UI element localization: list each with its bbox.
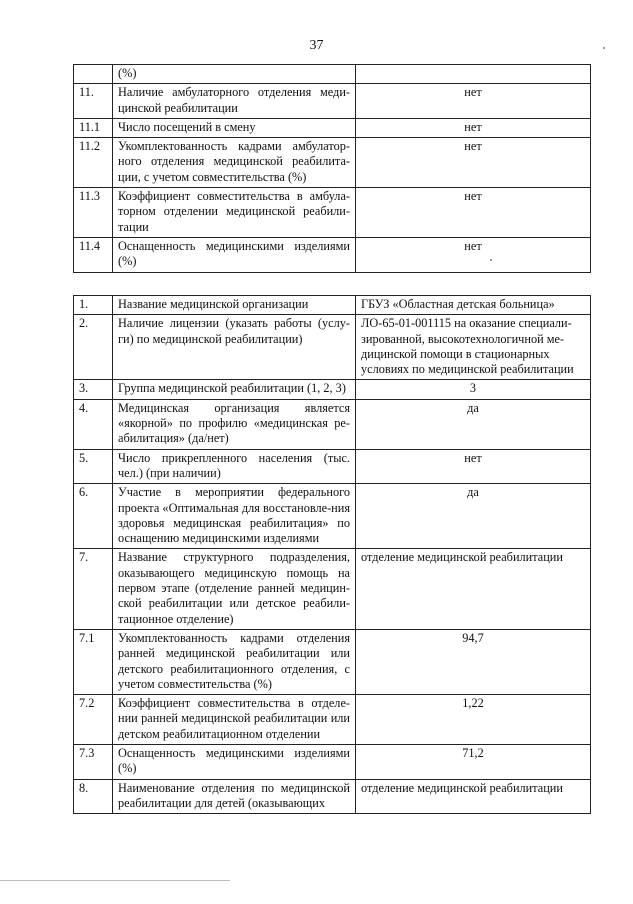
table-ambulatory-department bbox=[73, 64, 591, 273]
row-number: 1. bbox=[74, 296, 113, 315]
scan-edge-line bbox=[0, 880, 230, 881]
row-indicator: Наличие лицензии (указать работы (услу-ги) по медицинской реабилитации) bbox=[113, 315, 356, 380]
row-indicator: Название структурного подразделения, оказывающего медицинскую помощь на первом этапе (отделение ранней медицин-ской реабилитации или детское реабили-тационное отделение) bbox=[113, 549, 356, 629]
row-number: 4. bbox=[74, 399, 113, 449]
row-value: 94,7 bbox=[356, 629, 591, 694]
row-indicator: Число прикрепленного населения (тыс. чел.) (при наличии) bbox=[113, 449, 356, 484]
table-row bbox=[74, 65, 591, 84]
row-indicator: Укомплектованность кадрами амбулатор-ного отделения медицинской реабилита-ции, с учетом совместительства (%) bbox=[113, 138, 356, 188]
row-number: 8. bbox=[74, 779, 113, 814]
row-number: 7.1 bbox=[74, 629, 113, 694]
row-indicator: Участие в мероприятии федерального проекта «Оптимальная для восстановле-ния здоровья медицинская реабилитация» по оснащению медицинскими изделиями bbox=[113, 484, 356, 549]
row-value: нет bbox=[356, 188, 591, 238]
row-number: 6. bbox=[74, 484, 113, 549]
row-indicator: Коэффициент совместительства в амбула-торном отделении медицинской реабили-тации bbox=[113, 188, 356, 238]
row-number: 11.4 bbox=[74, 237, 113, 272]
row-value: ГБУЗ «Областная детская больница» bbox=[356, 296, 591, 315]
row-number: 7. bbox=[74, 549, 113, 629]
row-number: 11.3 bbox=[74, 188, 113, 238]
table-row bbox=[74, 380, 591, 399]
page-number: 37 bbox=[309, 38, 324, 53]
row-value: нет bbox=[356, 118, 591, 137]
row-number bbox=[74, 65, 113, 84]
row-value: отделение медицинской реабилитации bbox=[356, 779, 591, 814]
table-row bbox=[74, 745, 591, 780]
row-value: да bbox=[356, 399, 591, 449]
row-indicator: Наименование отделения по медицинской реабилитации для детей (оказывающих bbox=[113, 779, 356, 814]
table-row bbox=[74, 549, 591, 629]
scan-speck bbox=[490, 259, 492, 261]
row-value: нет bbox=[356, 84, 591, 119]
table-row bbox=[74, 118, 591, 137]
table-row bbox=[74, 237, 591, 272]
row-indicator: Число посещений в смену bbox=[113, 118, 356, 137]
table-row bbox=[74, 188, 591, 238]
row-indicator: Оснащенность медицинскими изделиями (%) bbox=[113, 745, 356, 780]
row-indicator: (%) bbox=[113, 65, 356, 84]
row-number: 3. bbox=[74, 380, 113, 399]
row-value: 3 bbox=[356, 380, 591, 399]
table-row bbox=[74, 484, 591, 549]
row-indicator: Медицинская организация является «якорной» по профилю «медицинская ре-абилитация» (да/нет) bbox=[113, 399, 356, 449]
table-row bbox=[74, 695, 591, 745]
row-value: отделение медицинской реабилитации bbox=[356, 549, 591, 629]
row-indicator: Укомплектованность кадрами отделения ранней медицинской реабилитации или детского реабилитационного отделения, с учетом совместительства (%) bbox=[113, 629, 356, 694]
row-value: нет bbox=[356, 237, 591, 272]
table-medical-organization bbox=[73, 295, 591, 814]
table-row bbox=[74, 449, 591, 484]
table-row bbox=[74, 399, 591, 449]
table-row bbox=[74, 84, 591, 119]
row-value: нет bbox=[356, 449, 591, 484]
table-row bbox=[74, 629, 591, 694]
row-number: 7.3 bbox=[74, 745, 113, 780]
row-indicator: Группа медицинской реабилитации (1, 2, 3) bbox=[113, 380, 356, 399]
row-number: 11. bbox=[74, 84, 113, 119]
row-number: 7.2 bbox=[74, 695, 113, 745]
row-value: да bbox=[356, 484, 591, 549]
row-value: нет bbox=[356, 138, 591, 188]
scan-speck bbox=[603, 47, 605, 49]
table-row bbox=[74, 138, 591, 188]
row-number: 11.2 bbox=[74, 138, 113, 188]
row-value: ЛО-65-01-001115 на оказание специали-зированной, высокотехнологичной ме-дицинской помощи в стационарных условиях по медицинской реабилитации bbox=[356, 315, 591, 380]
row-indicator: Коэффициент совместительства в отделе-нии ранней медицинской реабилитации или детском реабилитационном отделении bbox=[113, 695, 356, 745]
row-number: 5. bbox=[74, 449, 113, 484]
row-value: 71,2 bbox=[356, 745, 591, 780]
row-value bbox=[356, 65, 591, 84]
table-row bbox=[74, 315, 591, 380]
row-number: 2. bbox=[74, 315, 113, 380]
row-indicator: Название медицинской организации bbox=[113, 296, 356, 315]
row-indicator: Оснащенность медицинскими изделиями (%) bbox=[113, 237, 356, 272]
table-row bbox=[74, 779, 591, 814]
row-number: 11.1 bbox=[74, 118, 113, 137]
table-row bbox=[74, 296, 591, 315]
row-indicator: Наличие амбулаторного отделения меди-цинской реабилитации bbox=[113, 84, 356, 119]
row-value: 1,22 bbox=[356, 695, 591, 745]
